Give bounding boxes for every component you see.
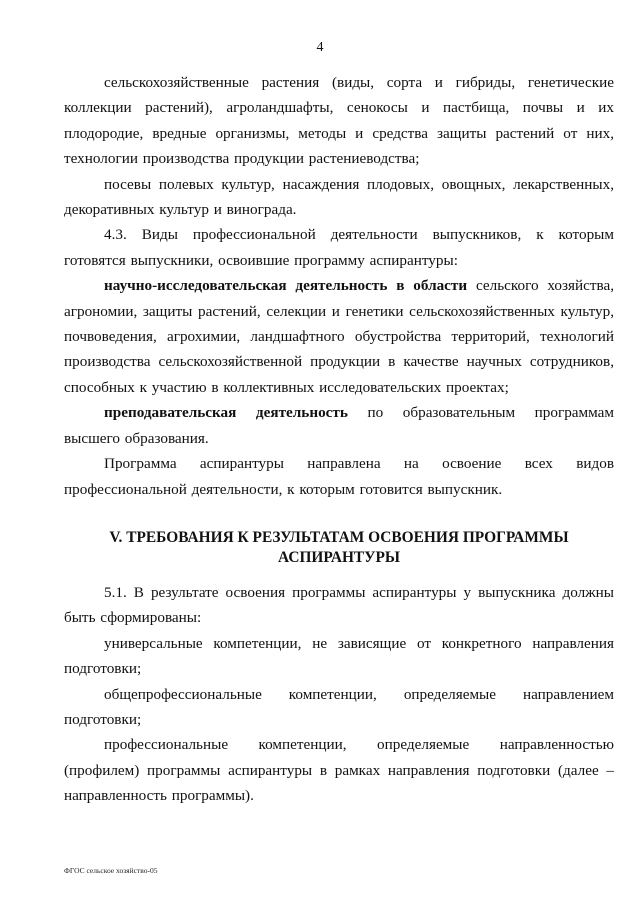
teaching-activity-term: преподавательская деятельность <box>104 404 348 422</box>
paragraph-professional-competencies: профессиональные компетенции, определяемые направленностью (профилем) программы аспирантуры в рамках направления подготовки (далее – направленность программы). <box>64 736 614 805</box>
page-footer: ФГОС сельское хозяйство-05 <box>64 866 158 875</box>
paragraph-program-scope: Программа аспирантуры направлена на освоение всех видов профессиональной деятельности, к которым готовится выпускник. <box>64 455 614 498</box>
research-activity-term: научно-исследовательская деятельность в области <box>104 277 468 295</box>
section-heading <box>64 528 614 568</box>
paragraph-5-1: 5.1. В результате освоения программы аспирантуры у выпускника должны быть сформированы: <box>64 583 614 627</box>
section-heading-line-1: V. ТРЕБОВАНИЯ К РЕЗУЛЬТАТАМ ОСВОЕНИЯ ПРОГРАММЫ <box>109 528 569 546</box>
research-activity-text: сельского хозяйства, агрономии, защиты растений, селекции и генетики сельскохозяйственных культур, почвоведения, агрохимии, ландшафтного обустройства территорий, технологий производства сельскохозяйственной продукции в качестве научных сотрудников, способных к участию в коллективных исследовательских проектах; <box>64 277 614 396</box>
document-body <box>64 70 614 809</box>
paragraph-general-professional-competencies: общепрофессиональные компетенции, определяемые направлением подготовки; <box>64 685 614 728</box>
section-heading-line-2: АСПИРАНТУРЫ <box>278 548 400 566</box>
teaching-activity-text: по образовательным программам высшего образования. <box>64 404 615 447</box>
paragraph-activity-types: 4.3. Виды профессиональной деятельности выпускников, к которым готовятся выпускники, освоившие программу аспирантуры: <box>64 226 614 269</box>
paragraph-universal-competencies: универсальные компетенции, не зависящие от конкретного направления подготовки; <box>64 634 614 678</box>
paragraph-crops: сельскохозяйственные растения (виды, сорта и гибриды, генетические коллекции растений), агроландшафты, сенокосы и пастбища, почвы и их плодородие, вредные организмы, методы и средства защиты растений от них, технологии производства продукции растениеводства; <box>64 74 614 168</box>
paragraph-plantings: посевы полевых культур, насаждения плодовых, овощных, лекарственных, декоративных культур и винограда. <box>64 175 614 219</box>
paragraph-research-activity <box>64 273 614 400</box>
page-number: 4 <box>316 40 324 55</box>
paragraph-teaching-activity <box>64 400 614 451</box>
